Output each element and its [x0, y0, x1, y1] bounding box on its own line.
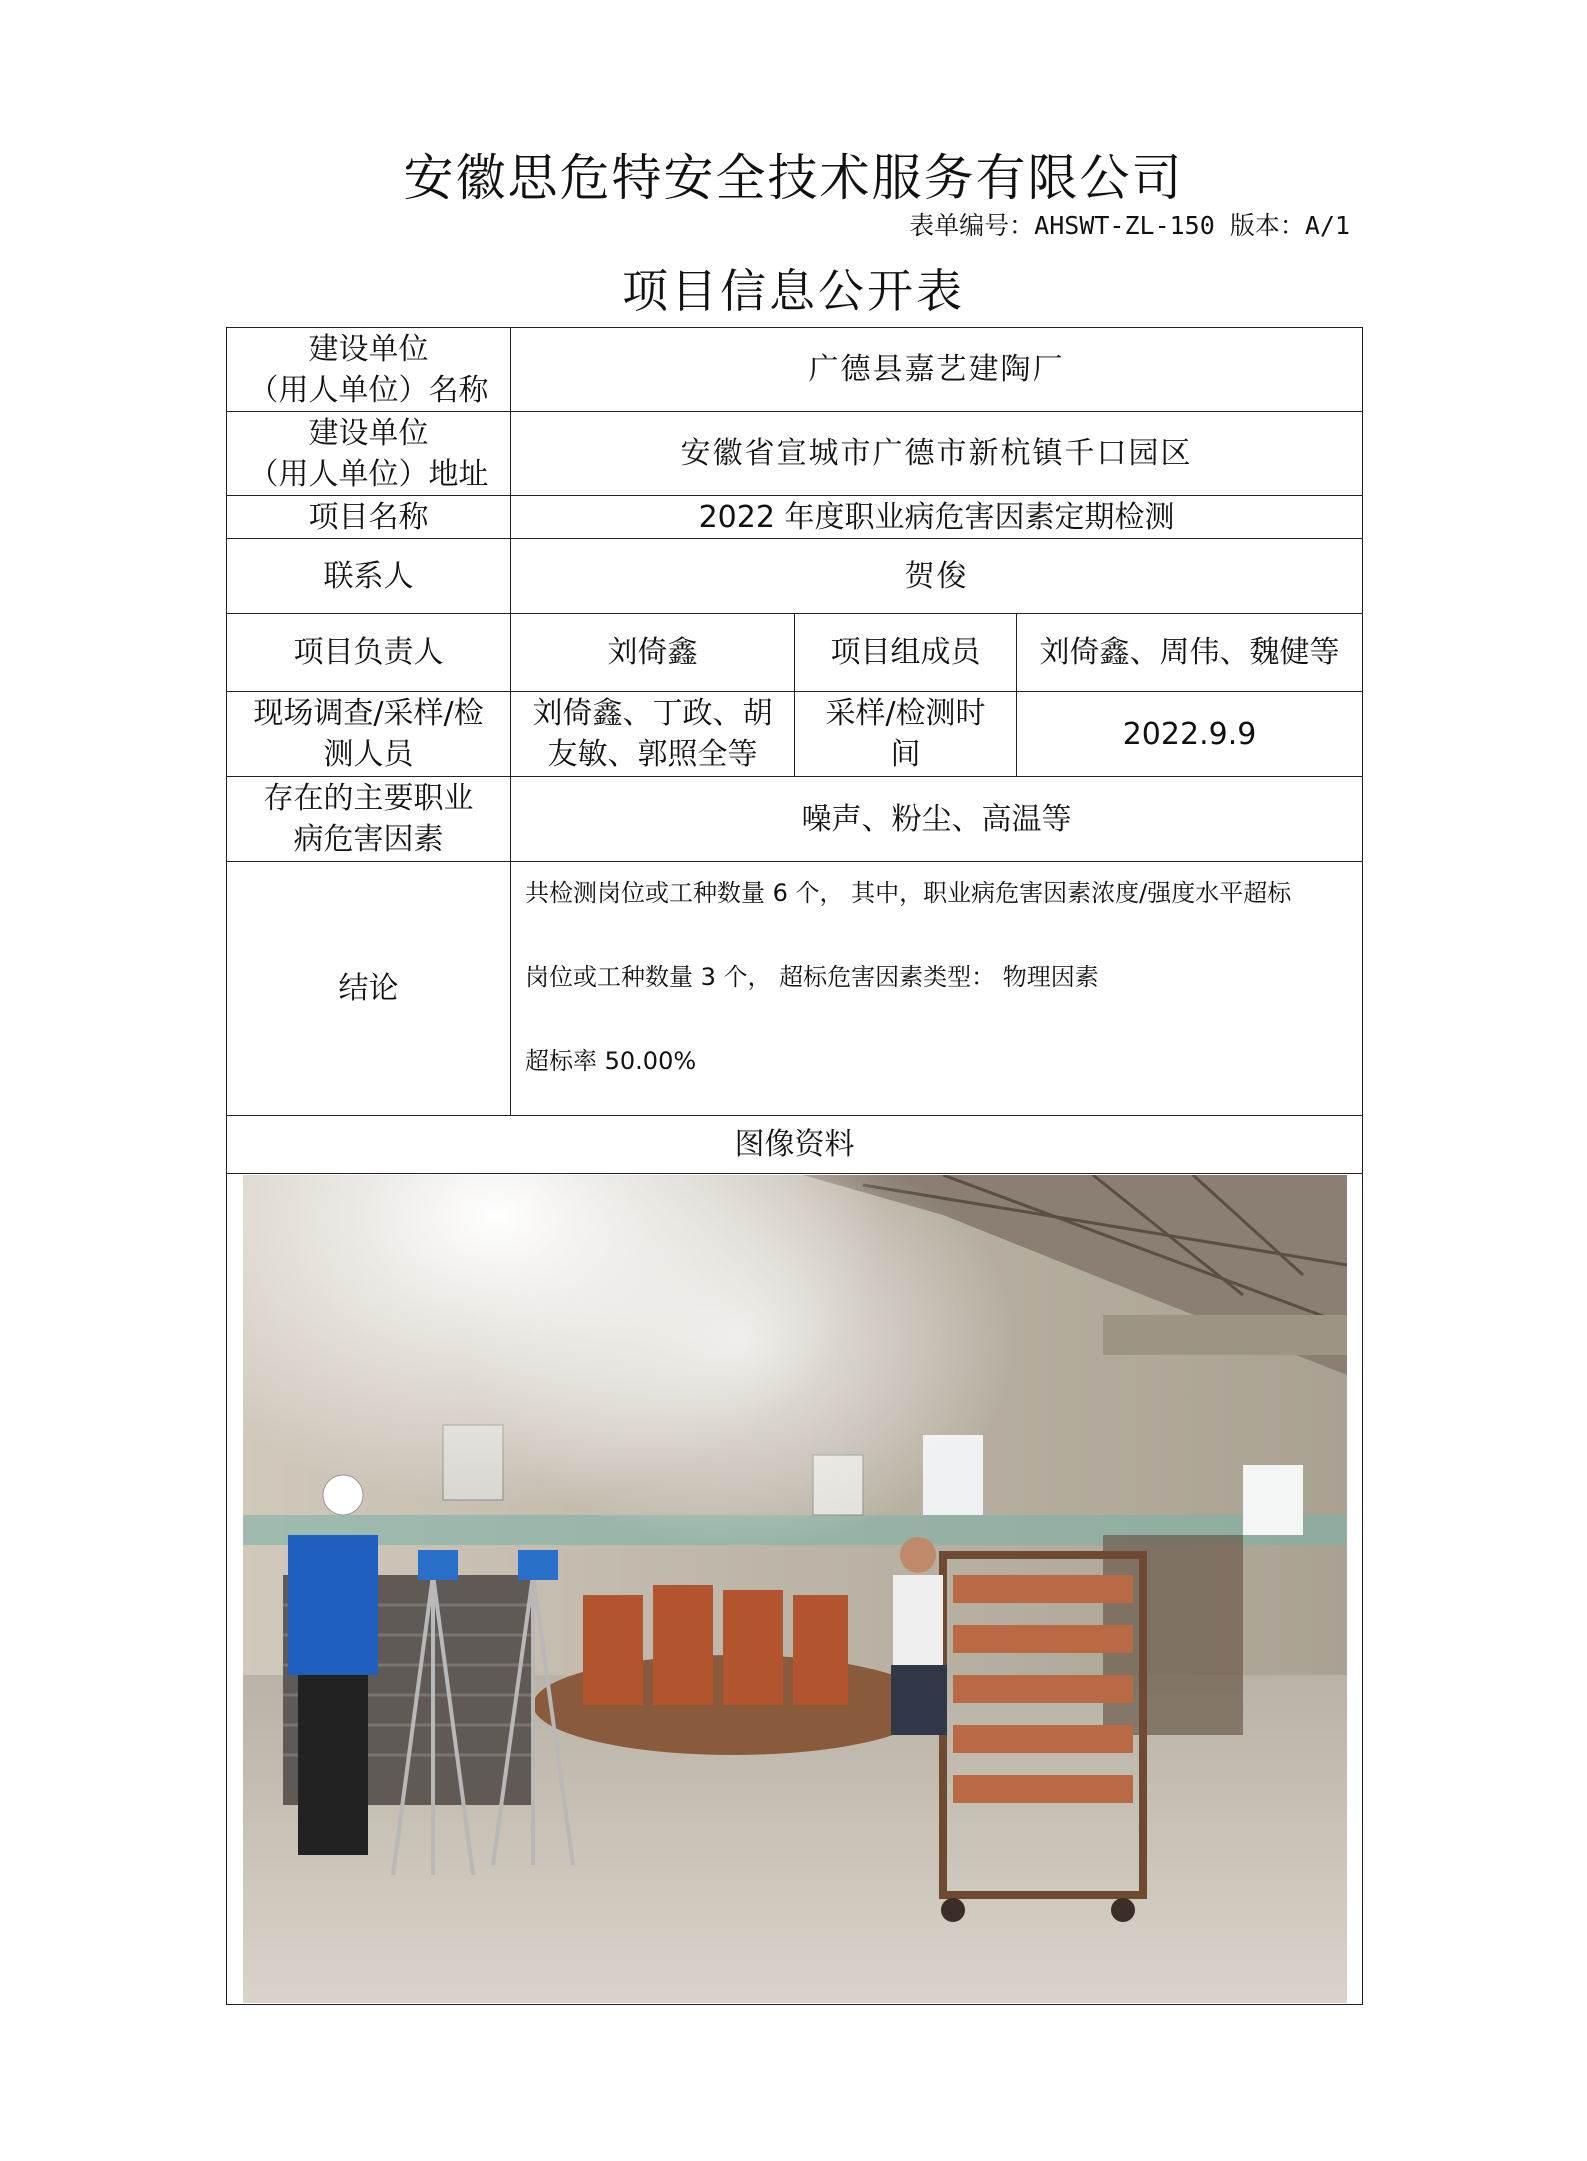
label-line: 存在的主要职业 — [263, 781, 474, 816]
label-line: 建设单位 — [308, 415, 429, 451]
row-employer-name — [227, 328, 1363, 412]
value-hazards: 噪声、粉尘、高温等 — [511, 777, 1363, 862]
label-employer-name — [227, 328, 511, 412]
site-photo-illustration — [243, 1175, 1347, 2003]
row-conclusion — [227, 862, 1363, 1116]
row-project-name — [227, 496, 1363, 539]
label-line: 采样/检测时 — [825, 696, 986, 731]
value-conclusion — [511, 862, 1363, 1116]
label-survey-staff — [227, 692, 511, 777]
label-contact: 联系人 — [227, 539, 511, 614]
form-number: 表单编号：AHSWT-ZL-150 版本：A/1 — [909, 211, 1350, 240]
row-images-header — [227, 1116, 1363, 1174]
label-conclusion: 结论 — [227, 862, 511, 1116]
light-glare — [243, 1175, 1347, 2003]
value-line: 刘倚鑫、丁政、胡 — [532, 696, 773, 731]
conclusion-line-2: 岗位或工种数量 3 个， 超标危害因素类型： 物理因素 — [525, 963, 1099, 991]
row-hazards — [227, 777, 1363, 862]
value-contact: 贺俊 — [511, 539, 1363, 614]
row-contact — [227, 539, 1363, 614]
value-project-members: 刘倚鑫、周伟、魏健等 — [1017, 614, 1363, 692]
site-photo — [243, 1175, 1347, 2003]
label-line: 间 — [890, 737, 921, 772]
label-line: 现场调查/采样/检 — [253, 696, 484, 731]
value-project-name: 2022 年度职业病危害因素定期检测 — [511, 496, 1363, 539]
label-hazards — [227, 777, 511, 862]
label-project-members: 项目组成员 — [795, 614, 1017, 692]
photo-cell — [227, 1174, 1363, 2005]
value-survey-staff — [511, 692, 795, 777]
value-sampling-time: 2022.9.9 — [1017, 692, 1363, 777]
row-project-lead — [227, 614, 1363, 692]
value-line: 友敏、郭照全等 — [547, 737, 758, 772]
label-images: 图像资料 — [227, 1116, 1363, 1174]
label-sampling-time — [795, 692, 1017, 777]
label-line: 建设单位 — [308, 331, 429, 367]
row-employer-address — [227, 412, 1363, 496]
row-images — [227, 1174, 1363, 2005]
document-title: 项目信息公开表 — [622, 264, 965, 318]
value-employer-name: 广德县嘉艺建陶厂 — [511, 328, 1363, 412]
value-employer-address: 安徽省宣城市广德市新杭镇千口园区 — [511, 412, 1363, 496]
label-line: （用人单位）地址 — [248, 456, 489, 492]
conclusion-line-3: 超标率 50.00% — [525, 1047, 697, 1075]
label-line: 测人员 — [323, 737, 414, 772]
company-name: 安徽思危特安全技术服务有限公司 — [403, 149, 1184, 207]
label-line: 病危害因素 — [293, 822, 444, 857]
project-info-table — [226, 327, 1363, 2005]
row-survey-staff — [227, 692, 1363, 777]
label-project-lead: 项目负责人 — [227, 614, 511, 692]
label-line: （用人单位）名称 — [248, 372, 489, 408]
label-project-name: 项目名称 — [227, 496, 511, 539]
value-project-lead: 刘倚鑫 — [511, 614, 795, 692]
conclusion-line-1: 共检测岗位或工种数量 6 个， 其中，职业病危害因素浓度/强度水平超标 — [525, 879, 1292, 907]
label-employer-address — [227, 412, 511, 496]
